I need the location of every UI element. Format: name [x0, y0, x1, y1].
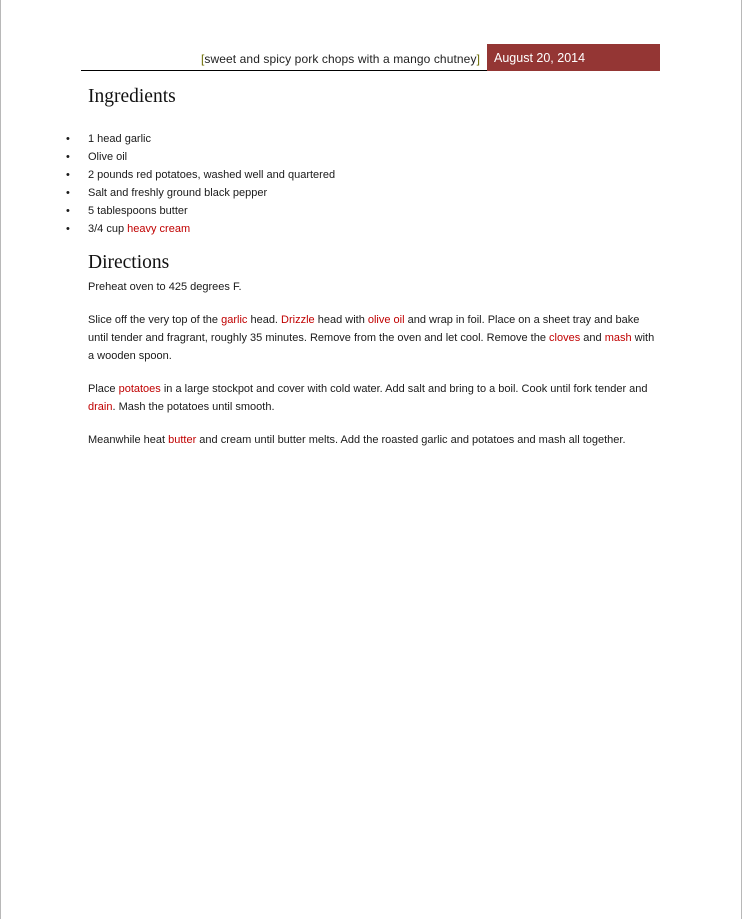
bullet-icon: • — [66, 205, 70, 217]
direction-text: . Mash the potatoes until smooth. — [112, 401, 275, 413]
direction-text: Place — [88, 383, 119, 395]
bullet-icon: • — [66, 151, 70, 163]
ingredient-text: Olive oil — [88, 151, 128, 163]
ingredient-item — [66, 130, 335, 148]
direction-text: head with — [314, 314, 368, 326]
title-bracket-open: [ — [200, 52, 205, 66]
link-butter[interactable]: butter — [168, 434, 197, 446]
direction-text: Slice off the very top of the — [88, 314, 222, 326]
bullet-icon: • — [66, 223, 70, 235]
ingredient-text: 1 head garlic — [88, 133, 151, 145]
direction-text: and cream until butter melts. Add the roasted garlic and potatoes and mash all together. — [196, 434, 626, 446]
direction-text: Meanwhile heat — [88, 434, 169, 446]
ingredients-heading: Ingredients — [88, 86, 176, 107]
direction-paragraph — [88, 311, 660, 365]
direction-text: with a wooden spoon. — [88, 332, 655, 362]
direction-paragraph — [88, 380, 660, 416]
link-olive-oil[interactable]: olive oil — [367, 314, 405, 326]
bullet-icon: • — [66, 187, 70, 199]
header-rule — [81, 70, 487, 71]
bullet-icon: • — [66, 169, 70, 181]
direction-paragraph — [88, 431, 660, 449]
link-drizzle[interactable]: Drizzle — [281, 314, 315, 326]
ingredient-item — [66, 166, 336, 184]
ingredient-item — [66, 220, 335, 238]
direction-text: and wrap in foil. Place on a sheet tray and bake until tender and fragrant, roughly 35 minutes. Remove from the oven and let cool. Remove the — [88, 314, 640, 344]
directions-body — [88, 278, 660, 464]
page-header — [81, 44, 660, 71]
ingredient-text: 5 tablespoons butter — [88, 205, 188, 217]
link-garlic[interactable]: garlic — [221, 314, 248, 326]
title-bracket-close: ] — [476, 52, 480, 66]
link-potatoes[interactable]: potatoes — [118, 383, 161, 395]
ingredient-item — [66, 202, 335, 220]
link-cloves[interactable]: cloves — [549, 332, 581, 344]
link-mash[interactable]: mash — [604, 332, 632, 344]
link-drain[interactable]: drain — [88, 401, 113, 413]
direction-text: head. — [247, 314, 282, 326]
direction-text: Preheat oven to 425 degrees F. — [88, 281, 242, 293]
ingredient-link-heavy-cream[interactable]: heavy cream — [127, 223, 191, 235]
ingredient-text: 2 pounds red potatoes, washed well and quartered — [88, 169, 336, 181]
recipe-title — [201, 52, 480, 66]
page-border-left — [0, 0, 1, 919]
ingredient-list — [66, 130, 336, 238]
directions-heading: Directions — [88, 252, 170, 273]
bullet-icon: • — [66, 133, 70, 145]
recipe-title-text: sweet and spicy pork chops with a mango chutney — [204, 52, 477, 66]
ingredient-text: 3/4 cup — [88, 223, 128, 235]
ingredient-item — [66, 148, 335, 166]
ingredient-item — [66, 184, 335, 202]
direction-text: and — [580, 332, 605, 344]
recipe-date: August 20, 2014 — [487, 44, 660, 71]
ingredient-text: Salt and freshly ground black pepper — [88, 187, 268, 199]
direction-text: in a large stockpot and cover with cold water. Add salt and bring to a boil. Cook until fork tender and — [160, 383, 648, 395]
direction-paragraph — [88, 278, 660, 296]
